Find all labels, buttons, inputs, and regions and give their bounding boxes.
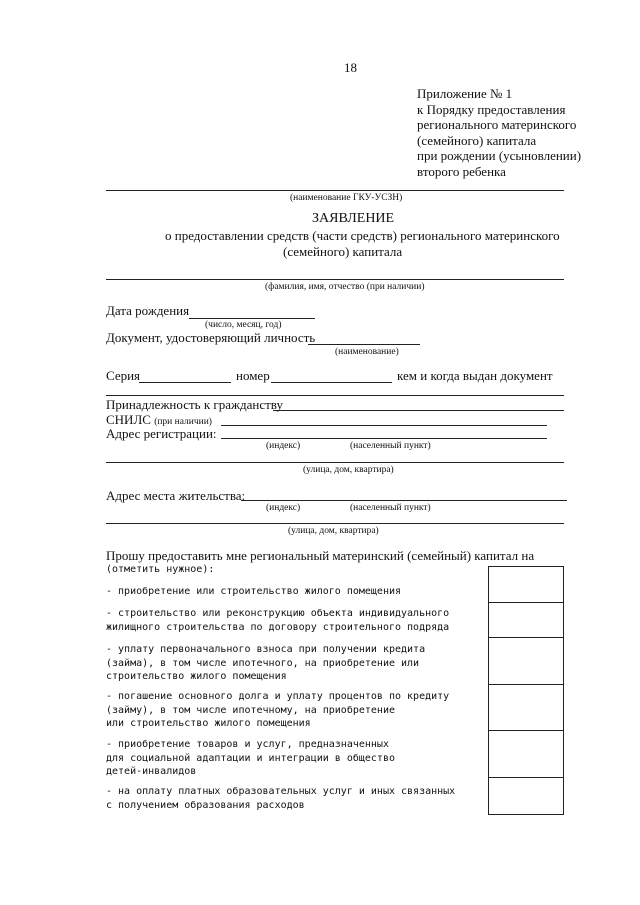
- number-label: номер: [236, 368, 270, 383]
- org-caption: (наименование ГКУ-УСЗН): [290, 193, 403, 203]
- option-text: - на оплату платных образовательных услуг и иных связанных с получением образования расходов: [106, 786, 456, 811]
- res-index-caption: (индекс): [266, 503, 301, 513]
- appendix-line: (семейного) капитала: [417, 132, 537, 148]
- birth-date-caption: (число, месяц, год): [205, 320, 282, 330]
- document-title: ЗАЯВЛЕНИЕ: [312, 211, 395, 226]
- reg-street-field[interactable]: [106, 462, 564, 463]
- checkbox-option-5[interactable]: [488, 730, 564, 779]
- checkbox-option-2[interactable]: [488, 602, 564, 639]
- issued-field[interactable]: [106, 395, 564, 396]
- snils-note: (при наличии): [154, 417, 212, 427]
- residence-field[interactable]: [241, 500, 567, 501]
- appendix-line: Приложение № 1: [417, 86, 513, 101]
- id-doc-caption: (наименование): [335, 347, 399, 357]
- snils-field[interactable]: [221, 425, 547, 426]
- appendix-line: регионального материнского: [417, 117, 577, 132]
- appendix-line: к Порядку предоставления: [417, 101, 566, 117]
- snils-label-text: СНИЛС: [106, 412, 151, 427]
- org-name-line[interactable]: [106, 190, 564, 191]
- citizenship-label: Принадлежность к гражданству: [106, 397, 283, 412]
- reg-address-label: Адрес регистрации:: [106, 426, 217, 441]
- series-label: Серия: [106, 368, 141, 383]
- appendix-line: при рождении (усыновлении): [417, 148, 582, 163]
- option-text: - приобретение или строительство жилого помещения: [106, 586, 402, 597]
- checkbox-option-1[interactable]: [488, 566, 564, 604]
- option-text: - приобретение товаров и услуг, предназначенных для социальной адаптации и интеграции в общество детей-инвалидов: [106, 739, 395, 777]
- birth-date-field[interactable]: [189, 318, 315, 319]
- checkbox-option-6[interactable]: [488, 777, 564, 815]
- option-text: - погашение основного долга и уплату процентов по кредиту (займу), в том числе ипотечному, на приобретение или строительство жилого помещения: [106, 691, 450, 729]
- reg-locality-caption: (населенный пункт): [350, 441, 431, 451]
- birth-date-label: Дата рождения: [106, 303, 190, 318]
- checkbox-option-4[interactable]: [488, 684, 564, 732]
- document-subtitle-2: (семейного) капитала: [283, 244, 403, 259]
- id-doc-field[interactable]: [308, 344, 420, 345]
- page-number: 18: [344, 60, 357, 75]
- citizenship-field[interactable]: [273, 410, 564, 411]
- residence-label: Адрес места жительства:: [106, 488, 246, 503]
- option-text: - уплату первоначального взноса при получении кредита (займа), в том числе ипотечного, на приобретение или строительство жилого помещения: [106, 644, 426, 682]
- issued-label: кем и когда выдан документ: [397, 368, 553, 383]
- number-field[interactable]: [271, 382, 392, 383]
- reg-street-caption: (улица, дом, квартира): [303, 465, 394, 475]
- mark-note: (отметить нужное):: [106, 564, 215, 575]
- option-text: - строительство или реконструкцию объекта индивидуального жилищного строительства по договору строительного подряда: [106, 608, 450, 633]
- appendix-block: [417, 86, 581, 179]
- res-locality-caption: (населенный пункт): [350, 503, 431, 513]
- document-subtitle: о предоставлении средств (части средств) регионального материнского: [165, 228, 560, 243]
- res-street-caption: (улица, дом, квартира): [288, 526, 379, 536]
- request-text: Прошу предоставить мне региональный материнский (семейный) капитал на: [106, 548, 535, 563]
- fio-caption: (фамилия, имя, отчество (при наличии): [265, 282, 425, 292]
- appendix-line: второго ребенка: [417, 163, 506, 179]
- res-street-field[interactable]: [106, 523, 564, 524]
- fio-line[interactable]: [106, 279, 564, 280]
- id-doc-label: Документ, удостоверяющий личность: [106, 330, 316, 345]
- reg-index-caption: (индекс): [266, 441, 301, 451]
- series-field[interactable]: [139, 382, 231, 383]
- checkbox-option-3[interactable]: [488, 637, 564, 686]
- reg-address-field[interactable]: [221, 438, 547, 439]
